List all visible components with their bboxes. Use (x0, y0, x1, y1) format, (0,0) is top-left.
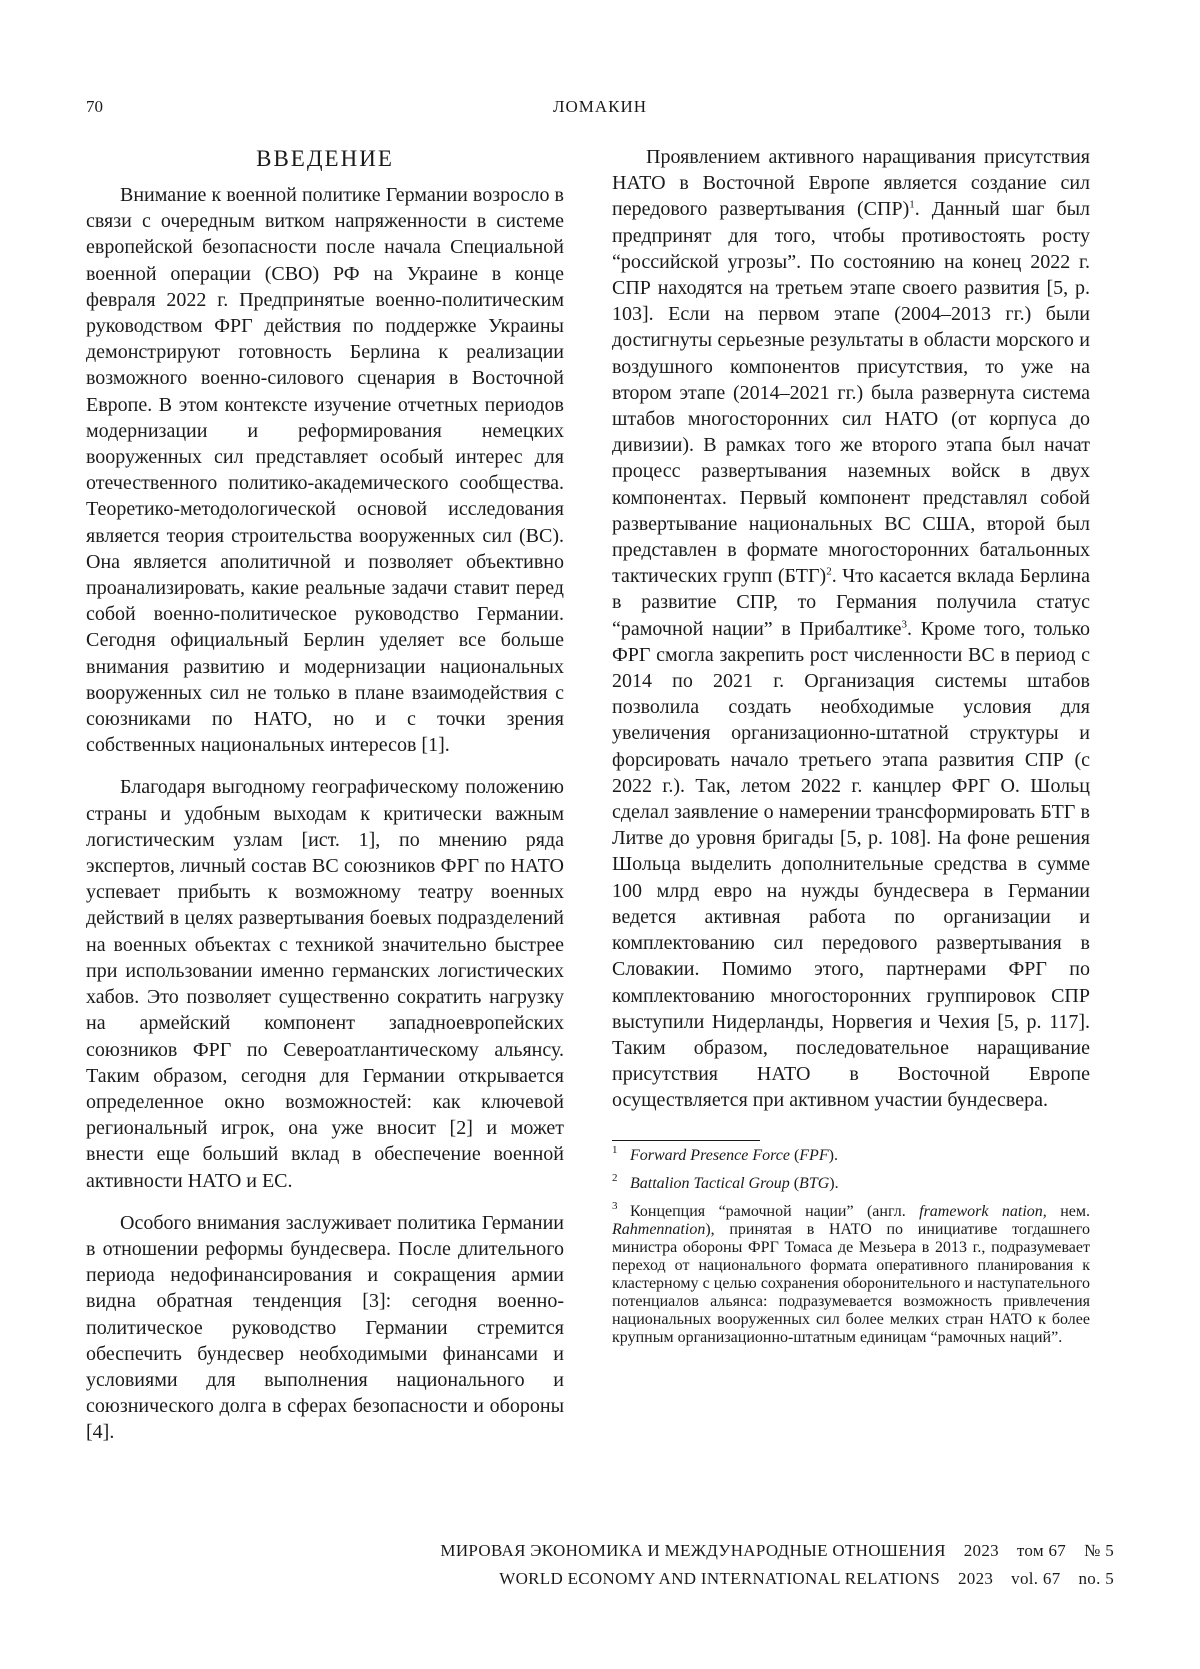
footnote-term: Forward Presence Force (630, 1146, 790, 1164)
page-number: 70 (86, 97, 103, 116)
footnote-text: ( (789, 1146, 800, 1164)
forward-presence-paragraph (612, 144, 1090, 1114)
paragraph-text: . Что касается вклада Берлина в развитие СПР, то Германия получила статус “рамочной нации” в Прибалтике (612, 565, 1091, 640)
paragraph-text: . Кроме того, только ФРГ смогла закрепить рост численности ВС в период с 2014 по 2021 г. Организация системы штабов позволила создать необходимые условия для увеличения организационно-штатной структуры и форсировать начало третьего этапа развития СПР (с 2022 г.). Так, летом 2022 г. канцлер ФРГ О. Шольц сделал заявление о намерении трансформировать БТГ в Литве до уровня бригады [5, p. 108]. На фоне решения Шольца выделить дополнительные средства в сумме 100 млрд евро на нужды бундесвера в Германии ведется активная работа по организации и комплектованию сил передового развертывания в Словакии. Помимо этого, партнерами ФРГ по комплектованию многосторонних группировок СПР выступили Нидерланды, Норвегия и Чехия [5, p. 117]. Таким образом, последовательное наращивание присутствия НАТО в Восточной Европе осуществляется при активном участии бундесвера. (612, 617, 1090, 1112)
footnote-term: framework nation, (919, 1202, 1047, 1220)
running-head (86, 97, 1114, 123)
section-heading: ВВЕДЕНИЕ (256, 146, 394, 171)
footnote-text: нем. (1046, 1202, 1090, 1220)
footnote-abbr: FPF (799, 1146, 829, 1164)
footnote-abbr: BTG (799, 1174, 830, 1192)
right-column (612, 144, 1090, 1357)
paragraph-text: . Данный шаг был предпринят для того, чтобы противостоять росту “российской угрозы”. По состоянию на конец 2022 г. СПР находятся на третьем этапе своего развития [5, p. 103]. Если на первом этапе (2004–2013 гг.) были достигнуты серьезные результаты в области морского и воздушного компонентов присутствия, то уже на втором этапе (2014–2021 гг.) была развернута система штабов многосторонних сил НАТО (от корпуса до дивизии). В рамках того же второго этапа был начат процесс развертывания наземных войск в двух компонентах. Первый компонент представлял собой развертывание национальных ВС США, второй был представлен в формате многосторонних батальонных тактических групп (БТГ) (612, 198, 1091, 588)
footnote-text: Концепция “рамочной нации” (англ. (630, 1202, 920, 1220)
journal-footer-ru (440, 1541, 1114, 1561)
footnote-divider (612, 1140, 760, 1141)
journal-footer-en (499, 1569, 1114, 1589)
footnote-term: Rahmennation (612, 1220, 706, 1238)
journal-volume: vol. 67 (1011, 1569, 1061, 1588)
journal-volume: том 67 (1016, 1541, 1067, 1560)
footnote-term: Battalion Tactical Group (630, 1174, 790, 1192)
footnote-ref-1[interactable]: 1 (909, 198, 915, 211)
intro-paragraph-1: Внимание к военной политике Германии возросло в связи с очередным витком напряженности в системе европейской безопасности после начала Специальной военной операции (СВО) РФ на Украине в конце февраля 2022 г. Предпринятые военно-политическим руководством ФРГ действия по поддержке Украины демонстрируют готовность Берлина к реализации возможного военно-силового сценария в Восточной Европе. В этом контексте изучение отчетных периодов модернизации и реформирования немецких вооруженных сил представляет особый интерес для отечественного политико-академического сообщества. Теоретико-методологической основой исследования является теория строительства вооруженных сил (ВС). Она является аполитичной и позволяет объективно проанализировать, какие реальные задачи ставит перед собой военно-политическое руководство Германии. Сегодня официальный Берлин уделяет все больше внимания развитию и модернизации национальных вооруженных сил не только в плане взаимодействия с союзниками по НАТО, но и с точки зрения собственных национальных интересов [1]. (86, 184, 564, 757)
footnote-2: $^2$ Battalion Tactical Group (BTG). (612, 1172, 839, 1192)
left-column (86, 144, 564, 1462)
footnote-ref-3[interactable]: 3 (901, 618, 908, 630)
journal-issue: № 5 (1084, 1541, 1114, 1560)
journal-issue: no. 5 (1078, 1569, 1114, 1588)
journal-title-ru: МИРОВАЯ ЭКОНОМИКА И МЕЖДУНАРОДНЫЕ ОТНОШЕНИЯ (440, 1541, 946, 1560)
journal-year: 2023 (957, 1569, 994, 1588)
running-title-author: ЛОМАКИН (552, 97, 648, 116)
footnote-3: $^3$ Концепция “рамочной нации” (англ. framework nation, нем. Rahmennation), принятая в НАТО по инициативе тогдашнего министра обороны ФРГ Томаса де Мезьера в 2013 г., подразумевает переход от национального формата оперативного планирования к кластерному с целью сохранения оборонительного и наступательного потенциалов альянса: подразумевается возможность привлечения национальных вооруженных сил более мелких стран НАТО к более крупным организационно-штатным единицам “рамочных наций”. (612, 1200, 1090, 1346)
footnote-1: $^1$ Forward Presence Force (FPF). (612, 1144, 838, 1164)
footnote-text: ), принятая в НАТО по инициативе тогдашнего министра обороны ФРГ Томаса де Мезьера в 2013 г., подразумевает переход от национального формата оперативного планирования к кластерному с целью сохранения оборонительного и наступательного потенциалов альянса: подразумевается возможность привлечения национальных вооруженных сил более мелких стран НАТО к более крупным организационно-штатным единицам “рамочных наций”. (612, 1220, 1090, 1346)
journal-year: 2023 (963, 1541, 999, 1560)
footnote-ref-2[interactable]: 2 (826, 565, 832, 578)
intro-paragraph-2: Благодаря выгодному географическому положению страны и удобным выходам к критически важным логистическим узлам [ист. 1], по мнению ряда экспертов, личный состав ВС союзников ФРГ по НАТО успевает прибыть к возможному театру военных действий в целях развертывания боевых подразделений на военных объектах с техникой значительно быстрее при использовании именно германских логистических хабов. Это позволяет существенно сократить нагрузку на армейский компонент западноевропейских союзников ФРГ по Североатлантическому альянсу. Таким образом, сегодня для Германии открывается определенное окно возможностей: как ключевой региональный игрок, она уже вносит [2] и может внести еще больший вклад в обеспечение военной активности НАТО и ЕС. (86, 776, 564, 1192)
footnote-text: ). (829, 1174, 839, 1192)
journal-title-en: WORLD ECONOMY AND INTERNATIONAL RELATIONS (499, 1569, 940, 1588)
footnote-text: ( (789, 1174, 800, 1192)
footnote-text: ). (828, 1146, 838, 1164)
intro-paragraph-3: Особого внимания заслуживает политика Германии в отношении реформы бундесвера. После длительного периода недофинансирования и сокращения армии видна обратная тенденция [3]: сегодня военно-политическое руководство Германии стремится обеспечить бундесвер необходимыми финансами и условиями для выполнения национального и союзнического долга в сферах безопасности и обороны [4]. (86, 1211, 564, 1444)
paragraph-text: Проявлением активного наращивания присутствия НАТО в Восточной Европе является создание сил передового развертывания (СПР) (612, 146, 1090, 221)
